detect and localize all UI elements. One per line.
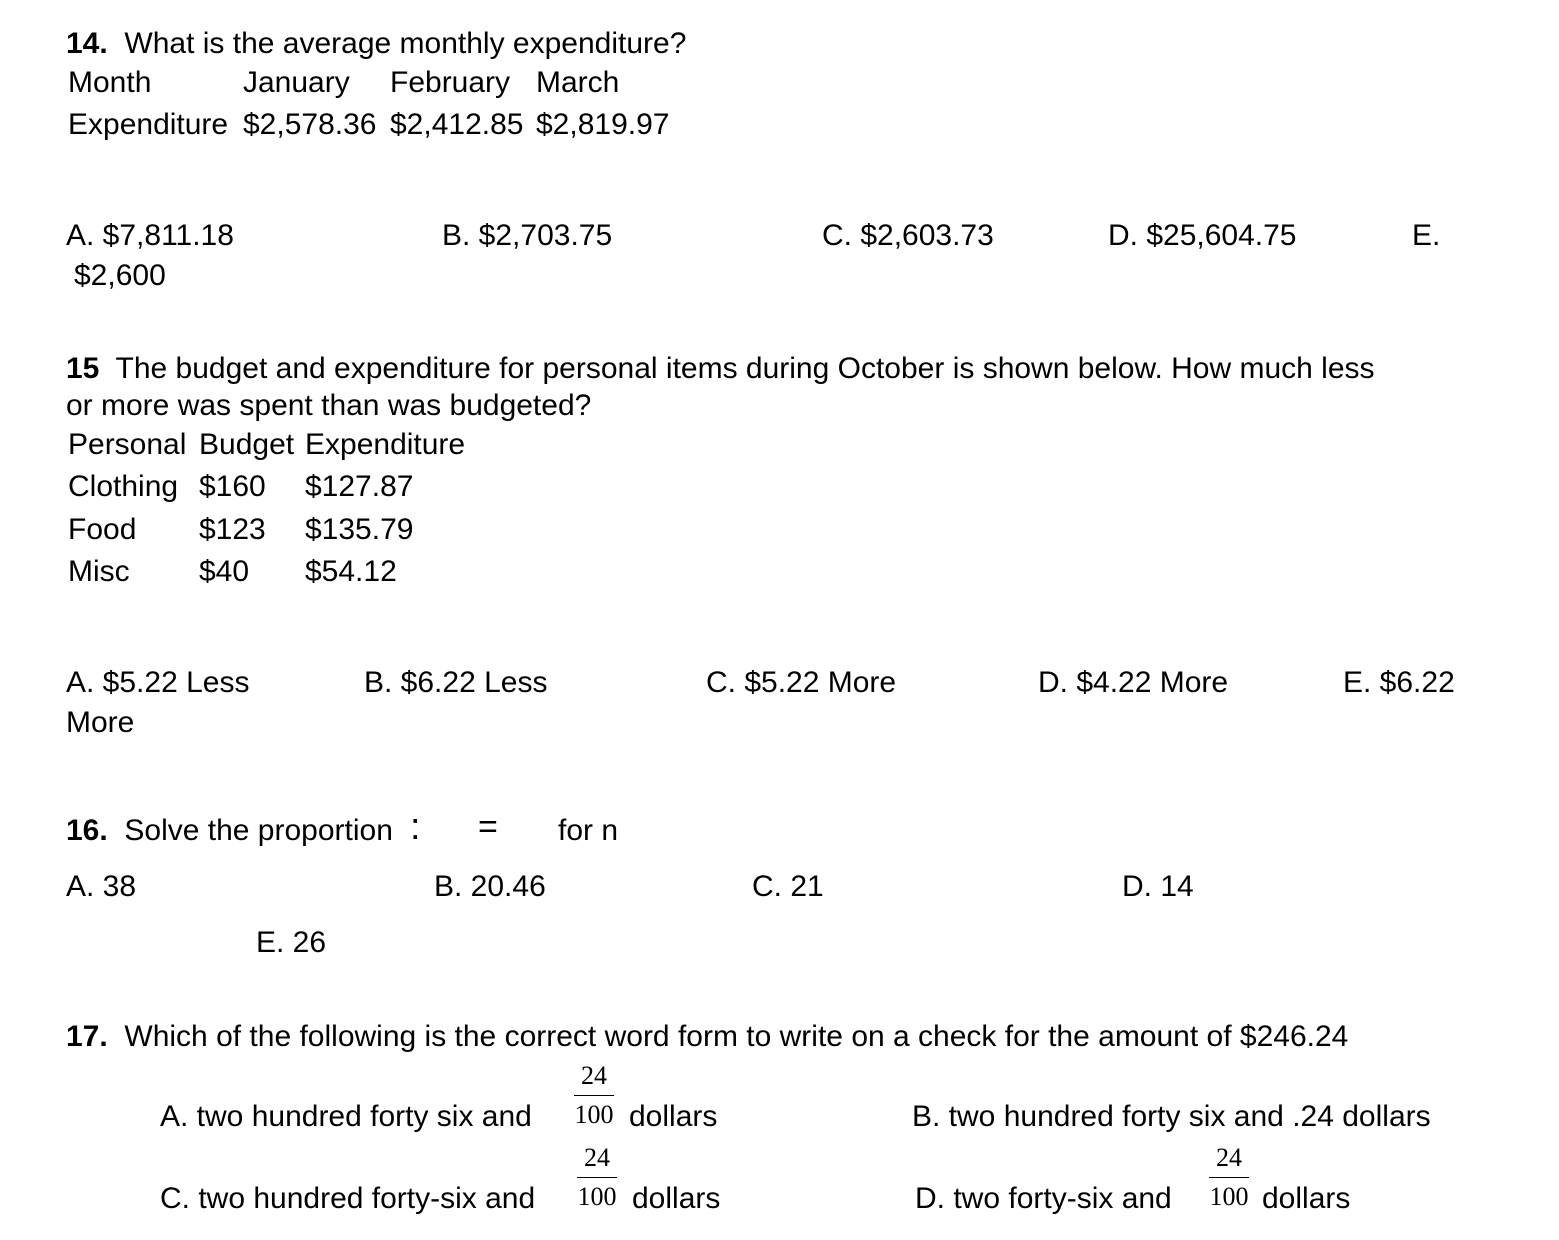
q14-choice-b[interactable]: B. $2,703.75 <box>442 219 613 252</box>
q14-choice-e-label[interactable]: E. <box>1412 219 1441 252</box>
q16-choice-e[interactable]: E. 26 <box>256 926 327 959</box>
q15-row-misc-label: Misc <box>68 555 130 588</box>
q17-choice-d-fraction <box>1209 1145 1249 1210</box>
q14-february-header: February <box>390 66 511 99</box>
q17-question <box>66 1022 1348 1052</box>
q15-question-line2: or more was spent than was budgeted? <box>66 389 592 422</box>
q15-row-clothing-budget: $160 <box>199 470 266 503</box>
q17-choice-a-numerator: 24 <box>581 1061 607 1090</box>
q17-choice-b[interactable]: B. two hundred forty six and .24 dollars <box>912 1100 1431 1133</box>
q15-number: 15 <box>66 352 100 385</box>
q15-row-misc-budget: $40 <box>199 555 250 588</box>
q15-choice-a[interactable]: A. $5.22 Less <box>66 666 250 699</box>
q17-choice-d-numerator: 24 <box>1216 1143 1242 1172</box>
q17-choice-a[interactable]: A. two hundred forty six and <box>160 1100 532 1133</box>
q17-choice-c-suffix: dollars <box>632 1182 721 1215</box>
q15-row-food-budget: $123 <box>199 513 266 546</box>
q16-colon: : <box>410 806 421 848</box>
q16-number: 16. <box>66 814 108 847</box>
q14-choice-a[interactable]: A. $7,811.18 <box>66 219 234 252</box>
q14-march-value: $2,819.97 <box>536 108 670 141</box>
q15-choice-c[interactable]: C. $5.22 More <box>706 666 897 699</box>
q17-choice-a-denominator: 100 <box>574 1100 614 1129</box>
q17-choice-a-suffix: dollars <box>629 1100 718 1133</box>
q15-header-budget: Budget <box>199 428 295 461</box>
q15-choice-e[interactable]: E. $6.22 <box>1343 666 1455 699</box>
q16-question <box>66 816 393 846</box>
q16-choice-b[interactable]: B. 20.46 <box>434 870 546 903</box>
q15-choice-d[interactable]: D. $4.22 More <box>1038 666 1229 699</box>
q17-choice-c-denominator: 100 <box>577 1182 617 1211</box>
q16-text: Solve the proportion <box>124 814 393 847</box>
q14-february-value: $2,412.85 <box>390 108 524 141</box>
q15-choice-e-continued[interactable]: More <box>66 706 135 739</box>
q17-choice-a-fraction <box>574 1063 614 1128</box>
q14-january-value: $2,578.36 <box>243 108 377 141</box>
q14-question <box>66 29 686 59</box>
q14-month-header: Month <box>68 66 152 99</box>
q14-text: What is the average monthly expenditure? <box>124 27 687 60</box>
q16-choice-d[interactable]: D. 14 <box>1122 870 1194 903</box>
q17-choice-c-numerator: 24 <box>584 1143 610 1172</box>
q17-choice-d[interactable]: D. two forty-six and <box>915 1182 1172 1215</box>
q14-expenditure-label: Expenditure <box>68 108 229 141</box>
q16-for-n: for n <box>558 814 619 847</box>
q15-row-food-expenditure: $135.79 <box>305 513 414 546</box>
q17-text: Which of the following is the correct word form to write on a check for the amount of $246.24 <box>124 1020 1349 1053</box>
q15-row-clothing-expenditure: $127.87 <box>305 470 414 503</box>
q17-choice-c-fraction <box>577 1145 617 1210</box>
q15-choice-b[interactable]: B. $6.22 Less <box>364 666 548 699</box>
q15-text-line1: The budget and expenditure for personal items during October is shown below. How much less <box>115 352 1375 385</box>
q14-number: 14. <box>66 27 108 60</box>
q16-equals-sign: = <box>478 808 498 846</box>
q15-row-clothing-label: Clothing <box>68 470 179 503</box>
q14-choice-c[interactable]: C. $2,603.73 <box>822 219 994 252</box>
q15-question-line1 <box>66 354 1375 384</box>
q14-january-header: January <box>243 66 350 99</box>
q14-choice-d[interactable]: D. $25,604.75 <box>1108 219 1297 252</box>
q14-march-header: March <box>536 66 620 99</box>
q16-choice-c[interactable]: C. 21 <box>752 870 824 903</box>
q17-number: 17. <box>66 1020 108 1053</box>
q15-header-expenditure: Expenditure <box>305 428 466 461</box>
q15-row-misc-expenditure: $54.12 <box>305 555 397 588</box>
q15-header-personal: Personal <box>68 428 187 461</box>
q15-row-food-label: Food <box>68 513 137 546</box>
q14-choice-e-value[interactable]: $2,600 <box>74 259 166 292</box>
q16-choice-a[interactable]: A. 38 <box>66 870 137 903</box>
q17-choice-c[interactable]: C. two hundred forty-six and <box>160 1182 536 1215</box>
q17-choice-d-denominator: 100 <box>1209 1182 1249 1211</box>
q17-choice-d-suffix: dollars <box>1262 1182 1351 1215</box>
